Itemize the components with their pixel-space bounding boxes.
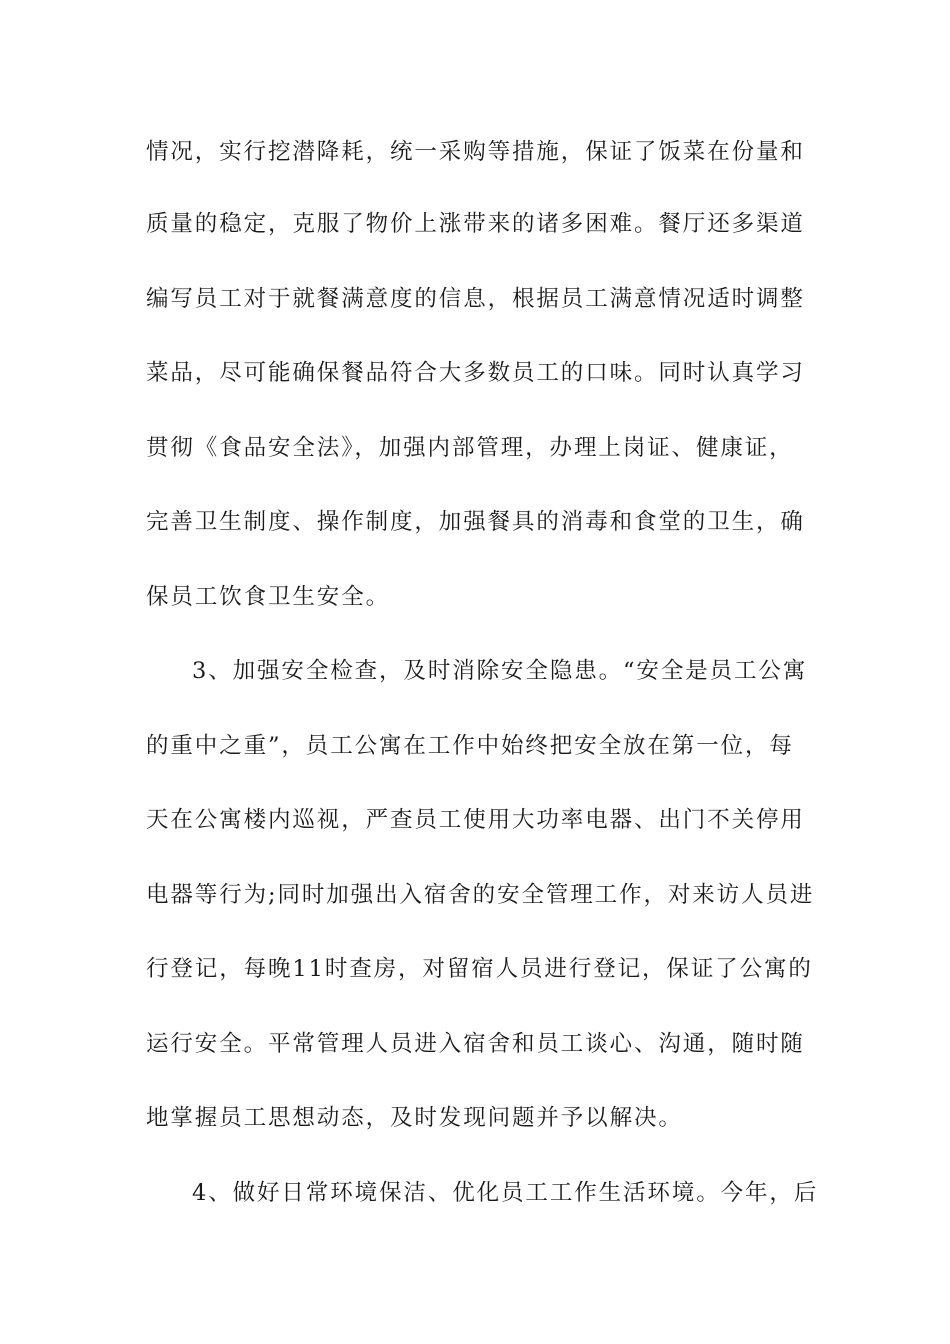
text-line-1: 情况，实行挖潜降耗，统一采购等措施，保证了饭菜在份量和 (146, 139, 805, 165)
text-line-7: 保员工饮食卫生安全。 (146, 584, 391, 610)
text-line-10: 天在公寓楼内巡视，严查员工使用大功率电器、出门不关停用 (146, 807, 805, 833)
text-line-4: 菜品，尽可能确保餐品符合大多数员工的口味。同时认真学习 (146, 360, 805, 386)
text-line-9: 的重中之重”，员工公寓在工作中始终把安全放在第一位，每 (146, 733, 794, 759)
text-line-13: 运行安全。平常管理人员进入宿舍和员工谈心、沟通，随时随 (146, 1031, 805, 1057)
paragraph-4-heading-line: 4、做好日常环境保洁、优化员工工作生活环境。今年，后 (192, 1180, 819, 1206)
text-line-11: 电器等行为;同时加强出入宿舍的安全管理工作，对来访人员进 (146, 882, 815, 908)
text-line-5: 贯彻《食品安全法》，加强内部管理，办理上岗证、健康证， (146, 435, 794, 461)
text-line-3: 编写员工对于就餐满意度的信息，根据员工满意情况适时调整 (146, 286, 805, 312)
text-line-6: 完善卫生制度、操作制度，加强餐具的消毒和食堂的卫生，确 (146, 509, 805, 535)
paragraph-3-heading-line: 3、加强安全检查，及时消除安全隐患。“安全是员工公寓 (192, 658, 808, 684)
text-line-14: 地掌握员工思想动态，及时发现问题并予以解决。 (146, 1105, 683, 1131)
text-line-12: 行登记，每晚11时查房，对留宿人员进行登记，保证了公寓的 (146, 956, 813, 982)
text-line-2: 质量的稳定，克服了物价上涨带来的诸多困难。餐厅还多渠道 (146, 211, 805, 237)
